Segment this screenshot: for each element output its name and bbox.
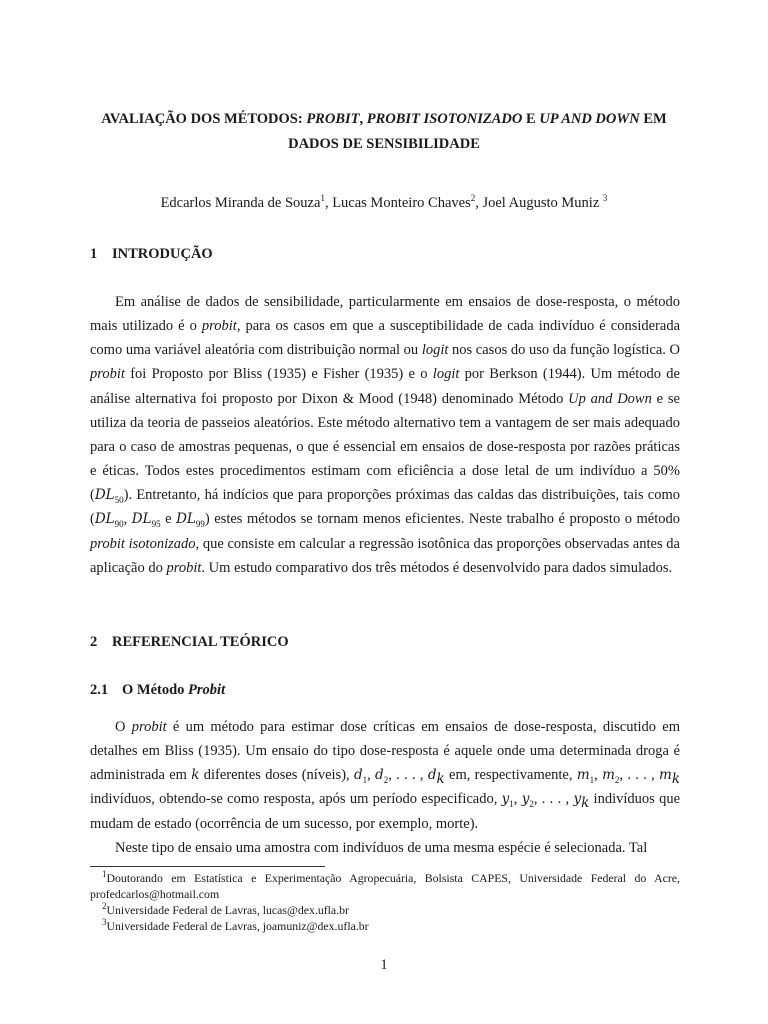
author-affiliation-mark: 3	[602, 193, 608, 204]
footnote-3: $^3$Universidade Federal de Lavras, joamuniz@dex.ufla.br	[102, 917, 369, 933]
author-name: Joel Augusto Muniz	[482, 195, 600, 211]
title-prefix: AVALIAÇÃO DOS MÉTODOS:	[101, 111, 307, 127]
footnote-rule	[90, 866, 325, 867]
title-up-down: UP AND DOWN	[539, 111, 640, 127]
title-probit: PROBIT	[306, 111, 360, 127]
author-name: Lucas Monteiro Chaves	[332, 195, 471, 211]
title-line2: DADOS DE SENSIBILIDADE	[288, 136, 480, 152]
footnote-2: $^2$Universidade Federal de Lavras, lucas@dex.ufla.br	[102, 901, 349, 917]
paper-title: AVALIAÇÃO DOS MÉTODOS: PROBIT, PROBIT ISOTONIZADO E UP AND DOWN EM DADOS DE SENSIBILIDADE	[101, 111, 667, 152]
title-probit-iso: PROBIT ISOTONIZADO	[366, 111, 523, 127]
author-affiliation-mark: 2	[470, 193, 476, 204]
next-paragraph: Neste tipo de ensaio uma amostra com indivíduos de uma mesma espécie é selecionada. Tal	[115, 840, 648, 856]
subsection-heading-probit: 2.1 O Método Probit	[90, 682, 226, 698]
author-list: Edcarlos Miranda de Souza$^1$, Lucas Monteiro Chaves$^2$, Joel Augusto Muniz $^3$	[160, 193, 608, 211]
section-heading-introducao: 1 INTRODUÇÃO	[90, 246, 213, 262]
section-heading-referencial: 2 REFERENCIAL TEÓRICO	[90, 634, 289, 650]
page-number: 1	[380, 957, 388, 973]
footnote-1: $^1$Doutorando em Estatística e Experimentação Agropecuária, Bolsista CAPES, Universidade Federal do Acre, profedcarlos@hotmail.com	[90, 869, 680, 901]
author-affiliation-mark: 1	[320, 193, 325, 204]
intro-paragraph: Em análise de dados de sensibilidade, particularmente em ensaios de dose-resposta, o método mais utilizado é o probit, para os casos em que a susceptibilidade de cada indivíduo é considerada como uma variável aleatória com distribuição normal ou logit nos casos do uso da função logística. O probit foi Proposto por Bliss (1935) e Fisher (1935) e o logit por Berkson (1944). Um método de análise alternativa foi proposto por Dixon & Mood (1948) denominado Método Up and Down e se utiliza da teoria de passeios aleatórios. Este método alternativo tem a vantagem de ser mais adequado para o caso de amostras pequenas, o que é essencial em ensaios de dose-resposta por razões práticas e éticas. Todos estes procedimentos estimam com eficiência a dose letal de um indivíduo a 50% $(DL_{50})$. Entretanto, há indícios que para proporções próximas das caldas das distribuições, tais como ($DL_{90}$, $DL_{95}$ e $DL_{99}$) estes métodos se tornam menos eficientes. Neste trabalho é proposto o método probit isotonizado, que consiste em calcular a regressão isotônica das proporções observadas antes da aplicação do probit. Um estudo comparativo dos três métodos é desenvolvido para dados simulados.	[90, 294, 680, 576]
author-name: Edcarlos Miranda de Souza	[160, 195, 321, 211]
probit-paragraph: O probit é um método para estimar dose críticas em ensaios de dose-resposta, discutido em detalhes em Bliss (1935). Um ensaio do tipo dose-resposta é aquele onde uma determinada droga é administrada em k diferentes doses (níveis), $d_1$, $d_2$, . . . , $d_k$ em, respectivamente, $m_1$, $m_2$, . . . , $m_k$ indivíduos, obtendo-se como resposta, após um período especificado, $y_1$, $y_2$, . . . , $y_k$ indivíduos que mudam de estado (ocorrência de um sucesso, por exemplo, morte).	[90, 719, 681, 832]
